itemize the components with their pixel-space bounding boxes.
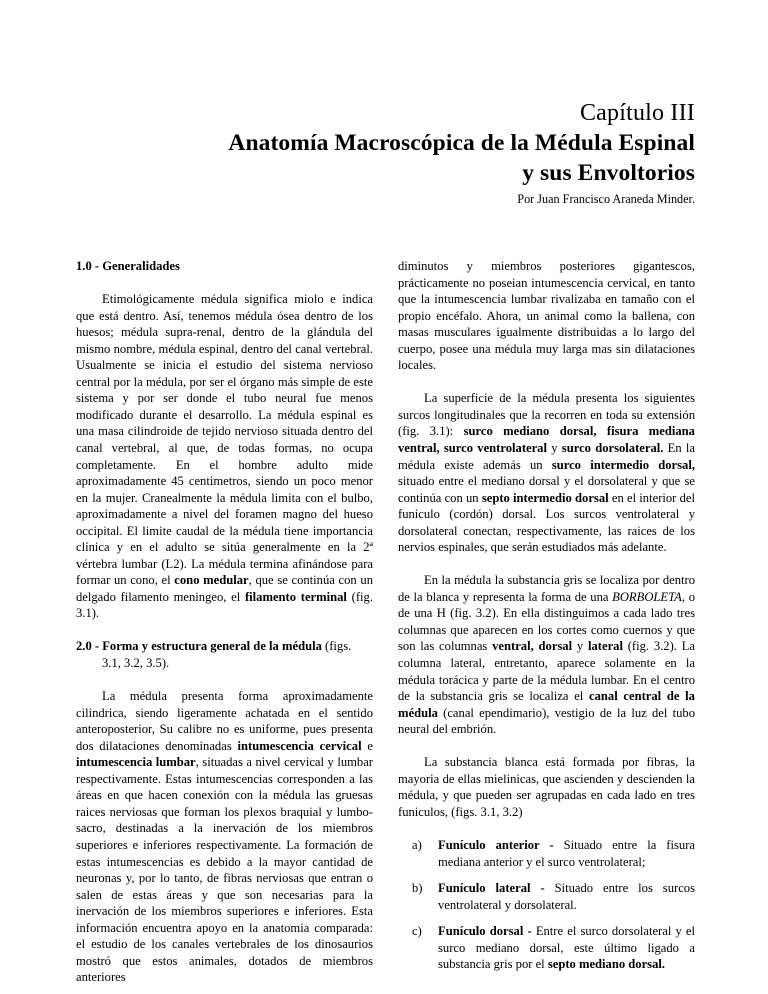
document-header [76,98,695,207]
list-item-marker: b) [412,881,423,896]
section-heading-2-bold: 2.0 - Forma y estructura general de la médula [76,639,322,654]
list-item-marker: c) [412,924,422,939]
section-heading-1 [76,258,373,275]
left-paragraph-2: La médula presenta forma aproximadamente cilindrica, siendo ligeramente achatada en el sentido anteroposterior, Su calibre no es uniforme, pues presenta dos dilataciones denominadas intumescencia cervical e intumescencia lumbar, situadas a nivel cervical y lumbar respectivamente. Estas intumescencias corresponden a las áreas en que hacen conexión con la médula las gruesas raices nerviosas que forman los plexos braquial y lumbo-sacro, destinadas a la inervación de los miembros superiores e inferiores respectivamente. La formación de estas intumescencias es debido a la mayor cantidad de neuronas y, por lo tanto, de fibras nerviosas que entran o salen de estas áreas y que son necesarias para la inervación de los miembros superiores e inferiores. Esta información encuentra apoyo en la anatomia comparada: el estudio de los canales vertebrales de los dinosaurios mostró que estos animales, dotados de miembros anteriores [76,689,373,985]
document-title-line-1: Anatomía Macroscópica de la Médula Espinal [228,130,695,156]
right-paragraph-1: diminutos y miembros posteriores gigantescos, prácticamente no poseian intumescencia cervical, en tanto que la intumescencia lumbar rivalizaba en tamaño con el propio encéfalo. Ahora, un animal como la ballena, con masas musculares igualmente distribuidas a lo largo del cuerpo, posee una médula muy larga mas sin dilataciones locales. [398,259,695,373]
chapter-number: Capítulo III [579,100,695,126]
body-columns [76,258,695,986]
right-paragraph-2: La superficie de la médula presenta los siguientes surcos longitudinales que la recorren en toda su extensión (fig. 3.1): surco mediano dorsal, fisura mediana ventral, surco ventrolateral y surco dorsolateral. En la médula existe además un surco intermedio dorsal, situado entre el mediano dorsal y el dorsolateral y que se continúa con un septo intermedio dorsal en el interior del funiculo (cordón) dorsal. Los surcos ventrolateral y dorsolateral conectan, respectivamente, las raices de los nervios espinales, que serán estudiados más adelante. [398,391,695,555]
list-item-body: Funículo lateral - Situado entre los surcos ventrolateral y dorsolateral. [438,881,695,912]
right-column [398,258,695,986]
author-byline: Por Juan Francisco Araneda Minder. [517,192,695,206]
section-heading-2-regular: (figs. 3.1, 3.2, 3.5). [102,639,352,671]
spacer [76,622,373,639]
spacer [398,374,695,391]
section-heading-2 [76,638,373,671]
list-item [398,923,695,973]
list-item-body: Funículo anterior - Situado entre la fisura mediana anterior y el surco ventrolateral; [438,837,695,869]
funiculus-list [398,837,695,973]
section-heading-1-bold: 1.0 - Generalidades [76,259,180,273]
spacer [76,672,373,689]
list-item-body: Funículo dorsal - Entre el surco dorsolateral y el surco mediano dorsal, este último ligado a substancia gris por el septo mediano dorsal. [438,924,695,972]
list-item [398,837,695,870]
document-title-line-2: y sus Envoltorios [522,160,695,186]
left-paragraph-1: Etimológicamente médula significa miolo e indica que está dentro. Así, tenemos médula ósea dentro de los huesos; médula supra-renal, dentro de la glándula del mismo nombre, médula espinal, dentro del canal vertebral. Usualmente se inicia el estudio del sistema nervioso central por la médula, por ser el órgano más simple de este sistema y por ser donde el tubo neural fue menos modificado durante el desarrollo. La médula espinal es una masa cilindroide de tejido nervioso situada dentro del canal vertebral, al que, de todas formas, no ocupa completamente. En el hombre adulto mide aproximadamente 45 centimetros, siendo un poco menor en la mujer. Cranealmente la médula limita con el bulbo, aproximadamente a nivel del foramen magno del hueso occipital. El limite caudal de la médula tiene importancia clínica y en el adulto se sitúa generalmente en la 2ª vértebra lumbar (L2). La médula termina afinándose para formar un cono, el cono medular, que se continúa con un delgado filamento meningeo, el filamento terminal (fig. 3.1). [76,292,374,621]
right-paragraph-3: En la médula la substancia gris se localiza por dentro de la blanca y representa la forma de una BORBOLETA, o de una H (fig. 3.2). En ella distinguimos a cada lado tres columnas que aparecen en los cortes como cuernos y que son las columnas ventral, dorsal y lateral (fig. 3.2). La columna lateral, entretanto, aparece solamente en la médula torácica y parte de la médula lumbar. En el centro de la substancia gris se localiza el canal central de la médula (canal ependimario), vestigio de la luz del tubo neural del embrión. [398,573,696,737]
right-paragraph-4: La substancia blanca está formada por fibras, la mayoria de ellas mielinicas, que ascienden y descienden la médula, y que pueden ser agrupadas en cada lado en tres funiculos, (figs. 3.1, 3.2) [398,755,695,819]
spacer [76,275,373,292]
spacer [398,738,695,755]
list-item-marker: a) [412,837,422,852]
spacer [398,556,695,573]
list-item [398,880,695,913]
left-column [76,258,373,986]
